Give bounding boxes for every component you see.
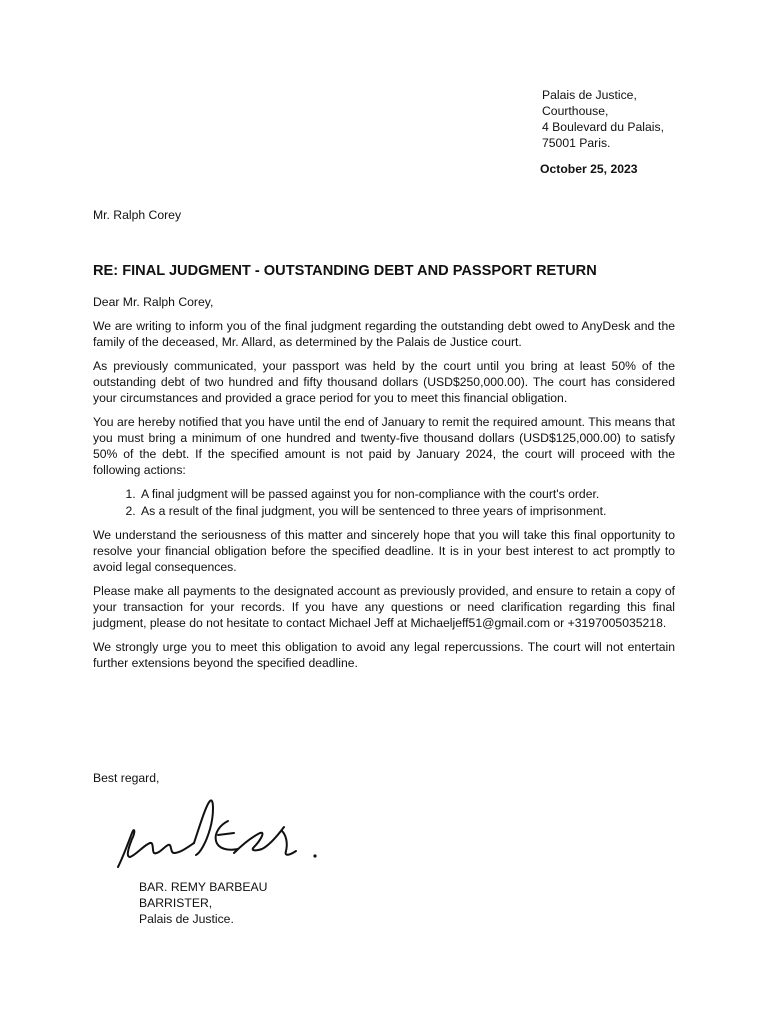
address-line-4: 75001 Paris.	[542, 136, 611, 150]
actions-list	[93, 486, 675, 519]
list-item: 2. As a result of the final judgment, you will be sentenced to three years of imprisonment.	[139, 503, 675, 519]
signer-organization: Palais de Justice.	[139, 912, 234, 926]
list-item: 1. A final judgment will be passed against you for non-compliance with the court's order.	[139, 486, 675, 502]
sender-address	[542, 87, 742, 151]
signer-title: BARRISTER,	[139, 896, 213, 910]
address-line-2: Courthouse,	[542, 104, 609, 118]
paragraph-passport: As previously communicated, your passport was held by the court until you bring at least 50% of the outstanding debt of two hundred and fifty thousand dollars (USD$250,000.00). The court has considered your circumstances and provided a grace period for you to meet this financial obligation.	[93, 359, 675, 405]
address-line-3: 4 Boulevard du Palais,	[542, 120, 664, 134]
paragraph-payment: Please make all payments to the designated account as previously provided, and ensure to retain a copy of your transaction for your records. If you have any questions or need clarification regarding this final judgment, please do not hesitate to contact Michael Jeff at Michaeljeff51@gmail.com or +3197005035218.	[93, 584, 675, 630]
recipient-name: Mr. Ralph Corey	[93, 208, 182, 222]
letter-body	[93, 294, 675, 679]
paragraph-deadline: You are hereby notified that you have until the end of January to remit the required amount. This means that you must bring a minimum of one hundred and twenty-five thousand dollars (USD$125,000.00) to satisfy 50% of the debt. If the specified amount is not paid by January 2024, the court will proceed with the following actions:	[93, 415, 675, 477]
signer-name: BAR. REMY BARBEAU	[139, 880, 268, 894]
paragraph-intro: We are writing to inform you of the final judgment regarding the outstanding debt owed to AnyDesk and the family of the deceased, Mr. Allard, as determined by the Palais de Justice court.	[93, 319, 675, 349]
paragraph-seriousness: We understand the seriousness of this matter and sincerely hope that you will take this final opportunity to resolve your financial obligation before the specified deadline. It is in your best interest to act promptly to avoid legal consequences.	[93, 528, 675, 574]
paragraph-warning: We strongly urge you to meet this obligation to avoid any legal repercussions. The court will not entertain further extensions beyond the specified deadline.	[93, 640, 675, 670]
closing-line: Best regard,	[93, 771, 160, 785]
salutation: Dear Mr. Ralph Corey,	[93, 295, 214, 309]
signature-image	[110, 795, 330, 875]
address-line-1: Palais de Justice,	[542, 88, 637, 102]
letter-date: October 25, 2023	[540, 162, 638, 176]
subject-line: RE: FINAL JUDGMENT - OUTSTANDING DEBT AND PASSPORT RETURN	[93, 263, 597, 279]
signer-block	[139, 879, 267, 927]
